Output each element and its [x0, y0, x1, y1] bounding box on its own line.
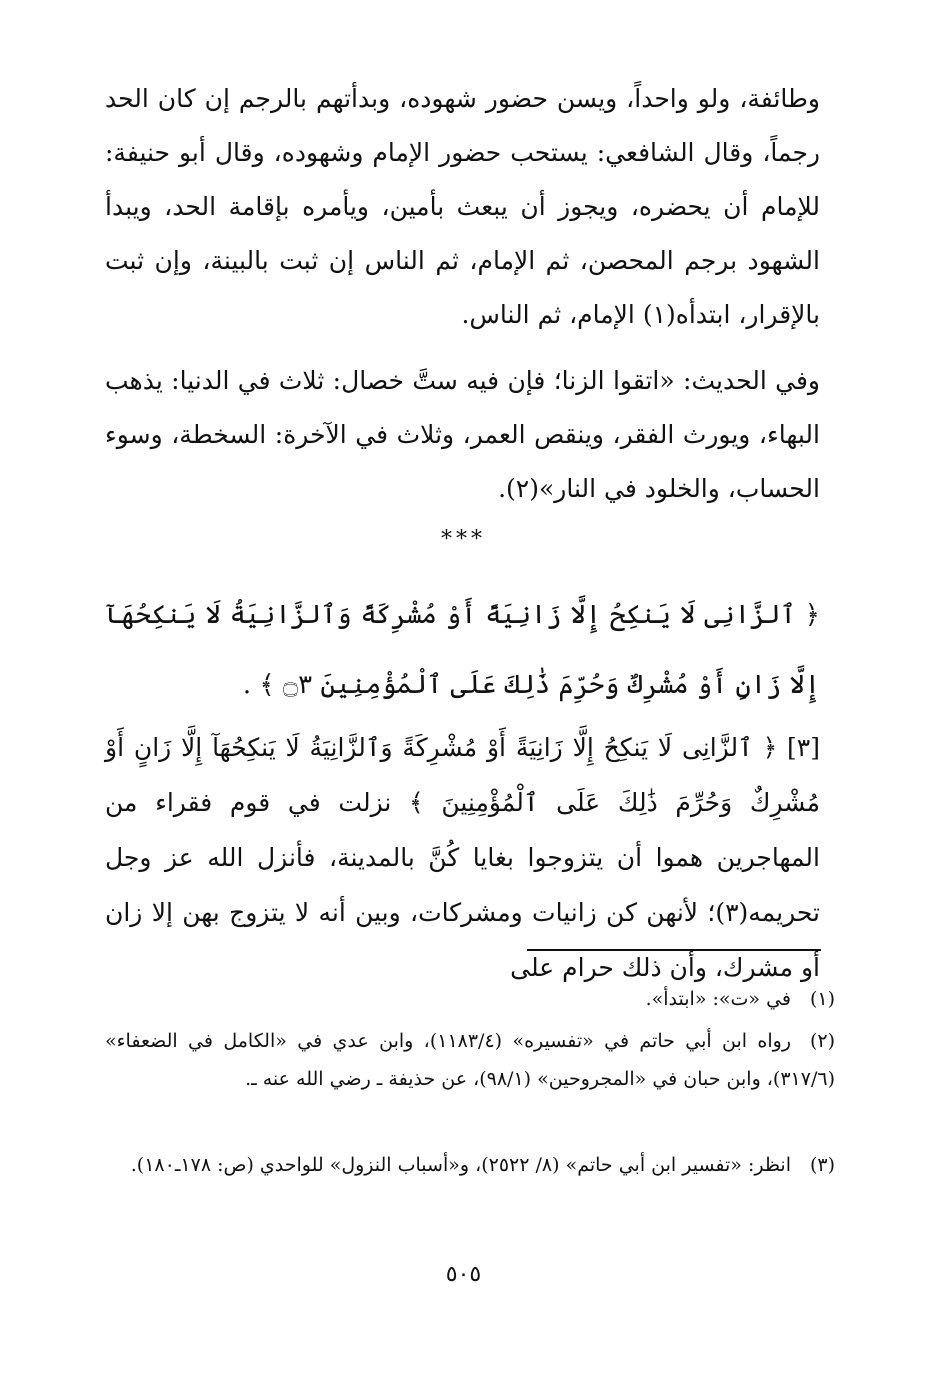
footnote-number: (٣)	[809, 1154, 835, 1176]
tafsir-paragraph: [٣] ﴿ ٱلزَّانِى لَا يَنكِحُ إِلَّا زَانِيَةً أَوْ مُشْرِكَةً وَٱلزَّانِيَةُ لَا يَنكِحُهَآ إِلَّا زَانٍ أَوْ مُشْرِكٌ وَحُرِّمَ ذَٰلِكَ عَلَى ٱلْمُؤْمِنِينَ ﴾ نزلت في قوم فقراء من المهاجرين هموا أن يتزوجوا بغايا كُنَّ بالمدينة، فأنزل الله عز وجل تحريمه(٣)؛ لأنهن كن زانيات ومشركات، وبين أنه لا يتزوج بهن إلا زان أو مشرك، وأن ذلك حرام على	[105, 733, 820, 982]
footnote	[105, 980, 835, 1018]
footnote-text: انظر: «تفسير ابن أبي حاتم» (٨/ ٢٥٢٢)، و«أسباب النزول» للواحدي (ص: ١٧٨ـ١٨٠).	[130, 1154, 791, 1176]
body-paragraph-1: وطائفة، ولو واحداً، ويسن حضور شهوده، وبدأتهم بالرجم إن كان الحد رجماً، وقال الشافعي: يستحب حضور الإمام وشهوده، وقال أبو حنيفة: للإمام أن يحضره، ويجوز أن يبعث بأمين، ويأمره بإقامة الحد، ويبدأ الشهود برجم المحصن، ثم الإمام، ثم الناس إن ثبت بالبينة، وإن ثبت بالإقرار، ابتدأه(١) الإمام، ثم الناس.	[105, 84, 820, 329]
page-number: ٥٠٥	[445, 1262, 482, 1287]
footnote-text: في «ت»: «ابتدأ».	[645, 988, 791, 1010]
footnote-divider	[527, 949, 821, 951]
section-separator: ***	[441, 527, 486, 552]
footnote-text: رواه ابن أبي حاتم في «تفسيره» (١١٨٣/٤)، وابن عدي في «الكامل في الضعفاء» (٣١٧/٦)، وابن حبان في «المجروحين» (٩٨/١)، عن حذيفة ـ رضي الله عنه ـ.	[105, 1030, 835, 1090]
footnote	[105, 1022, 835, 1098]
footnote-number: (٢)	[809, 1030, 836, 1052]
hadith-paragraph: وفي الحديث: «اتقوا الزنا؛ فإن فيه ستَّ خصال: ثلاث في الدنيا: يذهب البهاء، ويورث الفقر، وينقص العمر، وثلاث في الآخرة: السخطة، وسوء الحساب، والخلود في النار»(٢).	[105, 366, 820, 503]
footnote-number: (١)	[809, 988, 835, 1010]
footnote	[105, 1146, 835, 1184]
quran-verse: ﴿ ٱلزَّانِى لَا يَنكِحُ إِلَّا زَانِيَةً أَوْ مُشْرِكَةً وَٱلزَّانِيَةُ لَا يَنكِحُهَآ إِلَّا زَانٍ أَوْ مُشْرِكٌ وَحُرِّمَ ذَٰلِكَ عَلَى ٱلْمُؤْمِنِينَ ۝٣ ﴾ .	[105, 600, 820, 700]
